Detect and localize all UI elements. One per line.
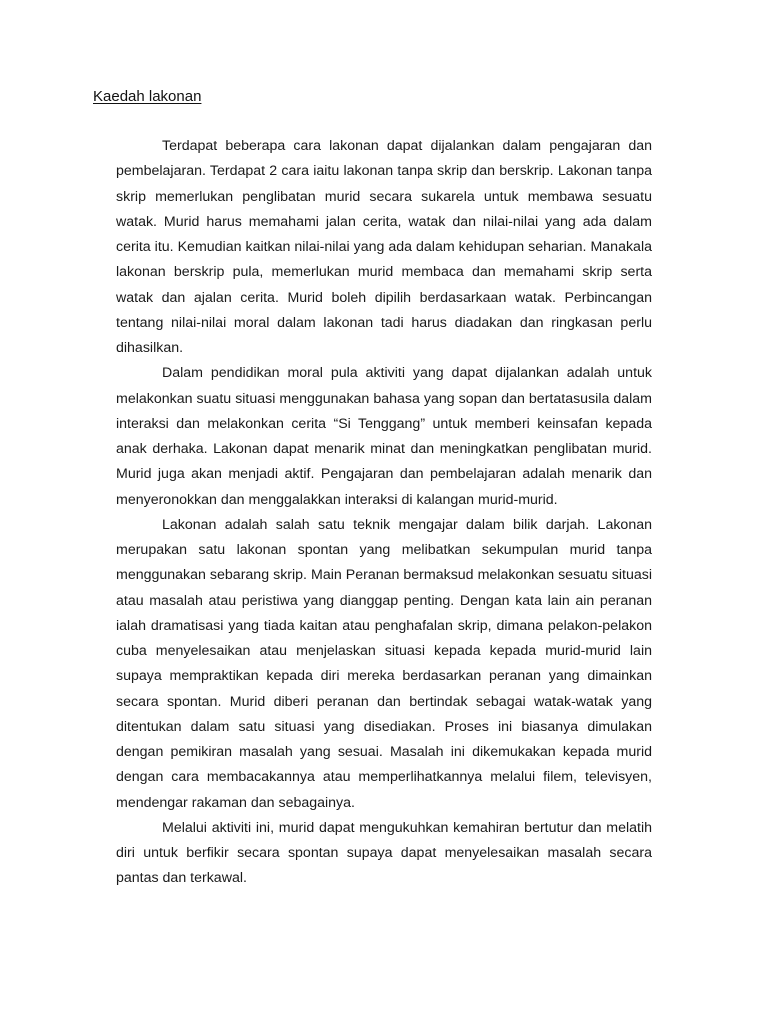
- document-body: [116, 134, 652, 892]
- paragraph-3: Lakonan adalah salah satu teknik mengajar dalam bilik darjah. Lakonan merupakan satu lakonan spontan yang melibatkan sekumpulan murid tanpa menggunakan sebarang skrip. Main Peranan bermaksud melakonkan sesuatu situasi atau masalah atau peristiwa yang dianggap penting. Dengan kata lain ain peranan ialah dramatisasi yang tiada kaitan atau penghafalan skrip, dimana pelakon-pelakon cuba menyelesaikan atau menjelaskan situasi kepada kepada murid-murid lain supaya mempraktikan kepada diri mereka berdasarkan peranan yang dimainkan secara spontan. Murid diberi peranan dan bertindak sebagai watak-watak yang ditentukan dalam satu situasi yang disediakan. Proses ini biasanya dimulakan dengan pemikiran masalah yang sesuai. Masalah ini dikemukakan kepada murid dengan cara membacakannya atau memperlihatkannya melalui filem, televisyen, mendengar rakaman dan sebagainya.: [116, 516, 652, 811]
- document-heading: Kaedah lakonan: [93, 88, 202, 105]
- paragraph-4: Melalui aktiviti ini, murid dapat mengukuhkan kemahiran bertutur dan melatih diri untuk berfikir secara spontan supaya dapat menyelesaikan masalah secara pantas dan terkawal.: [116, 819, 652, 887]
- paragraph-2: Dalam pendidikan moral pula aktiviti yang dapat dijalankan adalah untuk melakonkan suatu situasi menggunakan bahasa yang sopan dan bertatasusila dalam interaksi dan melakonkan cerita “Si Tenggang” untuk memberi keinsafan kepada anak derhaka. Lakonan dapat menarik minat dan meningkatkan penglibatan murid. Murid juga akan menjadi aktif. Pengajaran dan pembelajaran adalah menarik dan menyeronokkan dan menggalakkan interaksi di kalangan murid-murid.: [116, 365, 652, 508]
- paragraph-1: Terdapat beberapa cara lakonan dapat dijalankan dalam pengajaran dan pembelajaran. Terdapat 2 cara iaitu lakonan tanpa skrip dan berskrip. Lakonan tanpa skrip memerlukan penglibatan murid secara sukarela untuk membawa sesuatu watak. Murid harus memahami jalan cerita, watak dan nilai-nilai yang ada dalam cerita itu. Kemudian kaitkan nilai-nilai yang ada dalam kehidupan seharian. Manakala lakonan berskrip pula, memerlukan murid membaca dan memahami skrip serta watak dan ajalan cerita. Murid boleh dipilih berdasarkaan watak. Perbincangan tentang nilai-nilai moral dalam lakonan tadi harus diadakan dan ringkasan perlu dihasilkan.: [116, 138, 652, 356]
